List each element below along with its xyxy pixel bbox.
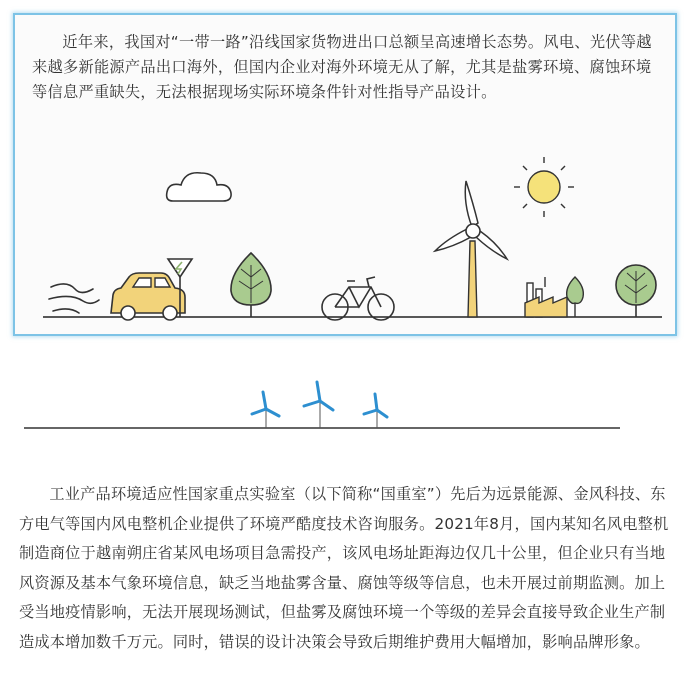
- tree-icon: [567, 277, 584, 317]
- wind-turbine-icon: [435, 181, 507, 317]
- sun-icon: [514, 157, 574, 217]
- turbine-divider: [0, 376, 689, 436]
- cloud-icon: [167, 173, 232, 201]
- green-energy-illustration: [15, 15, 675, 334]
- car-icon: [111, 273, 185, 320]
- body-paragraph: 工业产品环境适应性国家重点实验室（以下简称“国重室”）先后为远景能源、金风科技、东方电气等国内风电整机企业提供了环境严酷度技术咨询服务。2021年8月，国内某知名风电整机制造商位于越南朔庄省某风电场项目急需投产，该风电场址距海边仅几十公里，但企业只有当地风资源及基本气象环境信息，缺乏当地盐雾含量、腐蚀等级等信息，也未开展过前期监测。加上受当地疫情影响，无法开展现场测试，但盐雾及腐蚀环境一个等级的差异会直接导致企业生产制造成本增加数千万元。同时，错误的设计决策会导致后期维护费用大幅增加，影响品牌形象。: [19, 485, 669, 651]
- wind-turbine-icon: [252, 392, 279, 428]
- factory-icon: [525, 277, 567, 317]
- tree-icon: [231, 253, 271, 317]
- tree-icon: [616, 265, 656, 317]
- intro-box: [13, 13, 677, 336]
- bicycle-icon: [322, 277, 394, 320]
- wind-lines-icon: [49, 284, 99, 313]
- intro-paragraph: 近年来，我国对“一带一路”沿线国家货物进出口总额呈高速增长态势。风电、光伏等越来越多新能源产品出口海外，但国内企业对海外环境无从了解，尤其是盐雾环境、腐蚀环境等信息严重缺失，无法根据现场实际环境条件针对性指导产品设计。: [32, 33, 652, 101]
- wind-turbine-icon: [304, 382, 333, 428]
- wind-turbine-icon: [364, 394, 387, 428]
